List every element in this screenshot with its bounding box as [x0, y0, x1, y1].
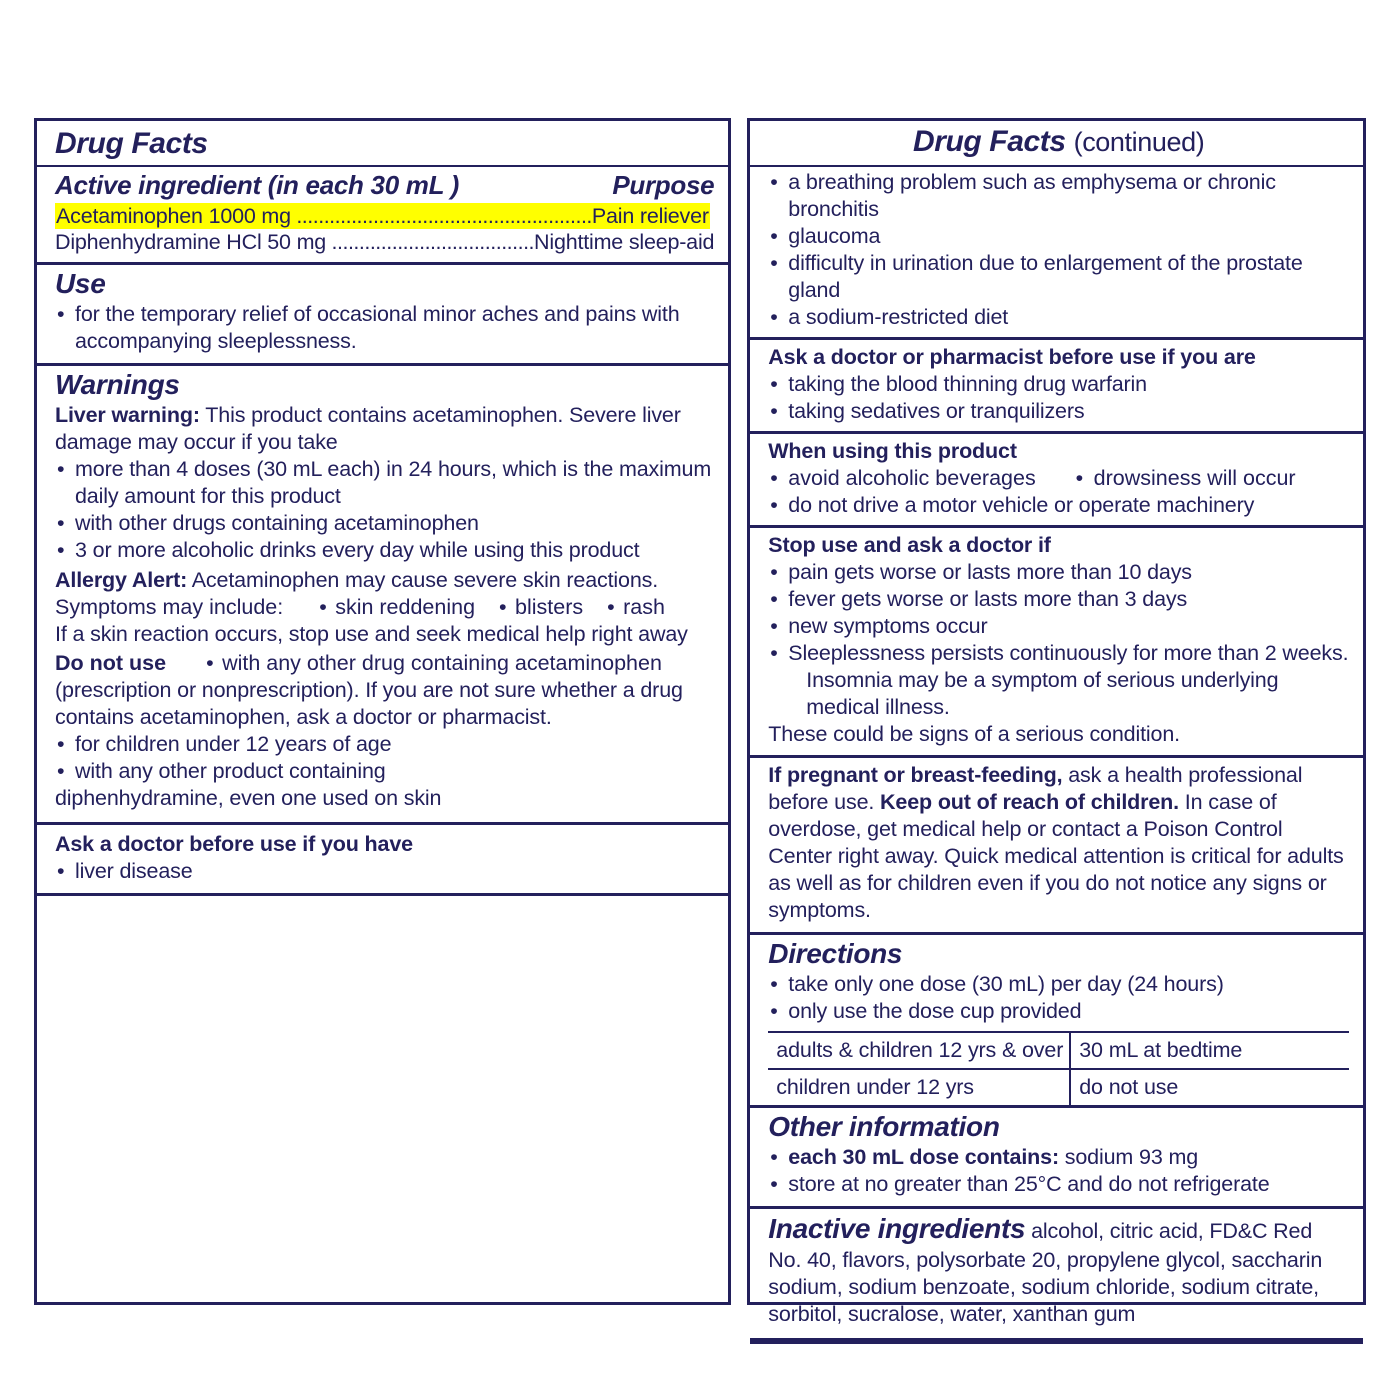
liver-warning-list [55, 456, 714, 564]
list-item: • only use the dose cup provided [768, 998, 1349, 1025]
list-item [768, 1144, 1349, 1171]
stop-use-section [750, 528, 1363, 757]
dosage-group: children under 12 yrs [768, 1069, 1070, 1105]
drug-facts-left-panel [34, 118, 731, 1305]
stop-use-tail: These could be signs of a serious condition. [768, 722, 1180, 747]
list-item: • a breathing problem such as emphysema or chronic bronchitis [768, 169, 1349, 223]
keep-out-of-reach-label: Keep out of reach of children. [880, 789, 1179, 814]
list-item: • a sodium-restricted diet [768, 304, 1349, 331]
symptom-label: rash [623, 594, 665, 619]
liver-warning [55, 402, 714, 456]
page-title-text: Drug Facts [912, 125, 1066, 158]
list-item: • with other drugs containing acetaminophen [55, 510, 714, 537]
use-section [37, 265, 728, 366]
list-item: • pain gets worse or lasts more than 10 days [768, 559, 1349, 586]
other-information-heading: Other information [768, 1111, 1000, 1143]
when-using-item-label: drowsiness will occur [1093, 465, 1296, 490]
symptom-item: • blisters [499, 594, 584, 619]
list-item-label: sodium 93 mg [1058, 1145, 1199, 1170]
active-ingredient-header-row [55, 169, 714, 203]
list-item: • taking the blood thinning drug warfarin [768, 371, 1349, 398]
list-item-label: Sleeplessness persists continuously for more than 2 weeks. [788, 641, 1349, 666]
ingredient-purpose: Pain reliever [591, 203, 709, 228]
list-item [55, 758, 714, 812]
ingredient-highlighted [55, 203, 710, 230]
list-item-continuation: Insomnia may be a symptom of serious underlying medical illness. [806, 668, 1279, 720]
inactive-ingredients-text [768, 1211, 1349, 1328]
ingredient-row [55, 229, 714, 256]
do-not-use-continuation: (prescription or nonprescription). If you are not sure whether a drug contains acetaminophen, ask a doctor or pharmacist. [55, 677, 683, 729]
inactive-ingredients-list: alcohol, citric acid, FD&C Red No. 40, flavors, polysorbate 20, propylene glycol, saccharin sodium, sodium benzoate, sodium chloride, sodium citrate, sorbitol, sucralose, water, xanthan gum [768, 1219, 1323, 1326]
ask-pharmacist-section [750, 340, 1363, 434]
pregnant-text: ask a health professional before use. [768, 762, 1303, 814]
other-information-section [750, 1108, 1363, 1209]
conditions-section [750, 167, 1363, 340]
directions-section [750, 935, 1363, 1108]
symptom-item: • skin reddening [319, 594, 476, 619]
directions-heading: Directions [768, 938, 903, 970]
pregnancy-overdose-section [750, 758, 1363, 935]
liver-warning-label: Liver warning: [55, 403, 200, 428]
ingredient-name: Diphenhydramine HCl 50 mg [55, 230, 327, 255]
warnings-heading: Warnings [55, 369, 180, 401]
dosage-amount: do not use [1070, 1069, 1349, 1105]
symptoms-lead: Symptoms may include: [55, 594, 284, 619]
use-list [55, 301, 714, 355]
when-using-item-label: avoid alcoholic beverages [788, 465, 1036, 490]
list-item-continuation: diphenhydramine, even one used on skin [55, 786, 442, 811]
ask-pharmacist-heading: Ask a doctor or pharmacist before use if you are [768, 345, 1256, 370]
other-information-list [768, 1144, 1349, 1198]
allergy-alert [55, 567, 714, 594]
do-not-use-first-item: • with any other drug containing acetaminophen [206, 650, 662, 675]
table-row [768, 1032, 1349, 1069]
page-title-continued-label: (continued) [1073, 127, 1205, 157]
do-not-use-first-label: with any other drug containing acetaminophen [222, 650, 662, 675]
list-item: • 3 or more alcoholic drinks every day while using this product [55, 537, 714, 564]
skin-reaction-text: If a skin reaction occurs, stop use and seek medical help right away [55, 621, 688, 646]
active-ingredient-section [37, 167, 728, 265]
page-title-continued [768, 123, 1349, 161]
page-title: Drug Facts [55, 127, 208, 160]
when-using-heading: When using this product [768, 439, 1017, 464]
liver-warning-text: This product contains acetaminophen. Severe liver damage may occur if you take [55, 403, 681, 455]
when-using-section [750, 434, 1363, 528]
ask-doctor-list [55, 858, 714, 885]
list-item-label: with any other product containing [75, 759, 386, 784]
conditions-list [768, 169, 1349, 331]
do-not-use-row [55, 650, 714, 677]
use-heading: Use [55, 267, 106, 299]
purpose-heading: Purpose [612, 169, 715, 200]
symptoms-row [55, 594, 714, 621]
ingredient-dots: ...................................................... [290, 203, 592, 228]
dosage-group: adults & children 12 yrs & over [768, 1032, 1070, 1069]
list-item: • new symptoms occur [768, 613, 1349, 640]
ask-pharmacist-list [768, 371, 1349, 425]
list-item: • more than 4 doses (30 mL each) in 24 hours, which is the maximum daily amount for this product [55, 456, 714, 510]
list-item: • difficulty in urination due to enlargement of the prostate gland [768, 250, 1349, 304]
list-item: • take only one dose (30 mL) per day (24 hours) [768, 971, 1349, 998]
list-item: • fever gets worse or lasts more than 3 days [768, 586, 1349, 613]
directions-list [768, 971, 1349, 1025]
list-item: • liver disease [55, 858, 714, 885]
ask-doctor-section [37, 825, 728, 896]
do-not-use-label: Do not use [55, 650, 167, 675]
list-item [768, 640, 1349, 721]
list-item: • for children under 12 years of age [55, 731, 714, 758]
list-item: • glaucoma [768, 223, 1349, 250]
when-using-list [768, 492, 1349, 519]
table-row [768, 1069, 1349, 1105]
do-not-use-list [55, 731, 714, 812]
allergy-alert-label: Allergy Alert: [55, 567, 188, 592]
list-item: • do not drive a motor vehicle or operate machinery [768, 492, 1349, 519]
pregnant-label: If pregnant or breast-feeding, [768, 762, 1063, 787]
dosage-amount: 30 mL at bedtime [1070, 1032, 1349, 1069]
right-title-section [750, 121, 1363, 167]
symptom-label: skin reddening [335, 594, 476, 619]
stop-use-heading: Stop use and ask a doctor if [768, 533, 1051, 558]
left-panel-filler [37, 896, 728, 1302]
dosage-table [768, 1031, 1349, 1105]
inactive-ingredients-heading: Inactive ingredients [768, 1213, 1026, 1245]
active-ingredient-heading: Active ingredient (in each 30 mL ) [55, 169, 459, 200]
list-item: • store at no greater than 25°C and do not refrigerate [768, 1171, 1349, 1198]
ingredient-name: Acetaminophen 1000 mg [56, 203, 291, 228]
when-using-item: • avoid alcoholic beverages [770, 465, 1036, 490]
list-item: • for the temporary relief of occasional minor aches and pains with accompanying sleeplessness. [55, 301, 714, 355]
ingredient-row [55, 203, 714, 230]
overdose-text: In case of overdose, get medical help or contact a Poison Control Center right away. Quick medical attention is critical for adults as well as for children even if you do not notice any signs or symptoms. [768, 789, 1344, 922]
when-using-inline-row [768, 465, 1349, 492]
right-panel-filler [750, 1341, 1363, 1344]
left-title-section [37, 121, 728, 167]
symptom-item: • rash [607, 594, 665, 619]
inactive-ingredients-section [750, 1209, 1363, 1341]
warnings-section [37, 366, 728, 825]
ingredient-purpose: Nighttime sleep-aid [534, 230, 715, 255]
ingredient-dots: ..................................... [326, 230, 535, 255]
allergy-alert-text: Acetaminophen may cause severe skin reactions. [187, 567, 659, 592]
when-using-item: • drowsiness will occur [1075, 465, 1296, 490]
pregnancy-overdose-text [768, 762, 1349, 924]
list-item-bold: each 30 mL dose contains: [788, 1145, 1059, 1170]
ask-doctor-heading: Ask a doctor before use if you have [55, 832, 413, 857]
stop-use-list [768, 559, 1349, 721]
list-item: • taking sedatives or tranquilizers [768, 398, 1349, 425]
symptom-label: blisters [515, 594, 584, 619]
drug-facts-right-panel [747, 118, 1366, 1326]
